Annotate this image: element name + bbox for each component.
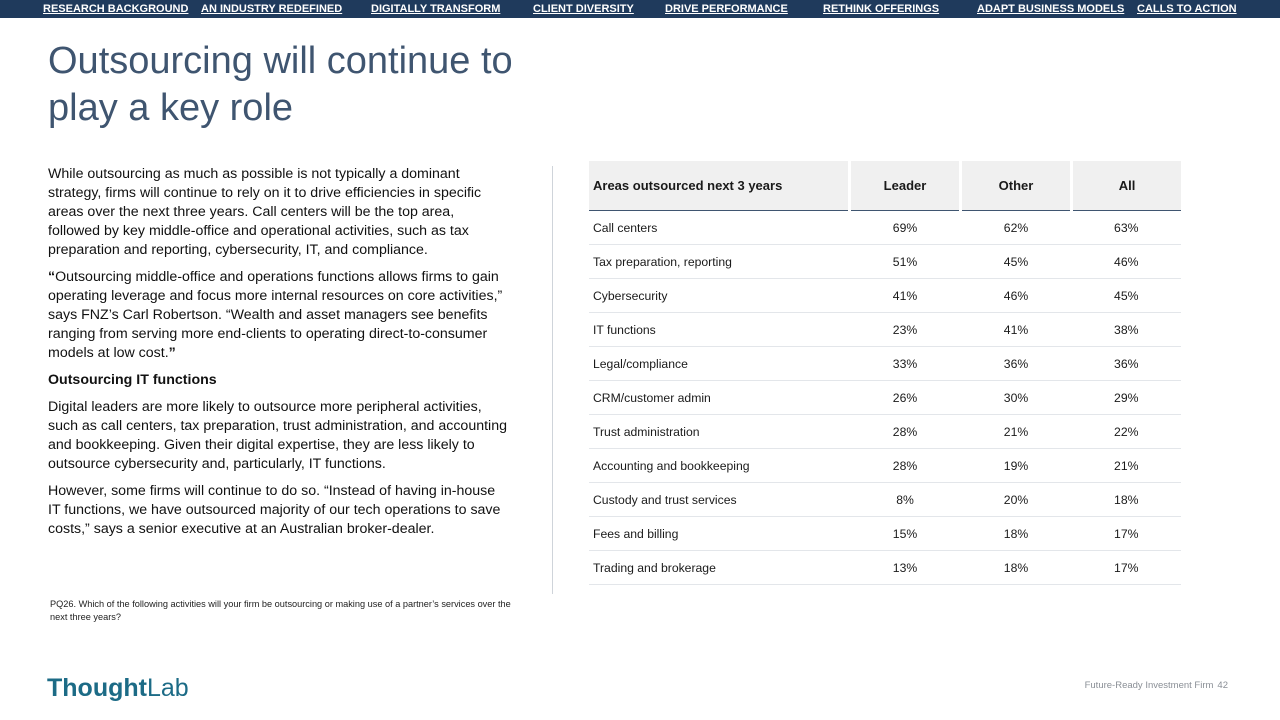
row-label: Custody and trust services <box>589 483 850 517</box>
nav-link-research-background[interactable]: RESEARCH BACKGROUND <box>43 3 189 15</box>
leader-value: 69% <box>850 211 961 245</box>
footer-document-title: Future-Ready Investment Firm <box>1084 680 1214 691</box>
all-value: 17% <box>1072 517 1182 551</box>
column-divider <box>552 166 553 594</box>
nav-link-rethink-offerings[interactable]: RETHINK OFFERINGS <box>823 3 940 15</box>
table-row <box>589 517 1181 551</box>
quote-open-mark: “ <box>48 269 56 285</box>
table-row <box>589 415 1181 449</box>
header-other: Other <box>961 161 1072 211</box>
header-areas: Areas outsourced next 3 years <box>589 161 850 211</box>
nav-link-drive-performance[interactable]: DRIVE PERFORMANCE <box>665 3 788 15</box>
all-value: 45% <box>1072 279 1182 313</box>
body-paragraph-4: However, some firms will continue to do so. “Instead of having in-house IT functions, we have outsourced majority of our tech operations to save costs,” says a senior executive at an Australian broker-dealer. <box>48 483 501 537</box>
row-label: Call centers <box>589 211 850 245</box>
body-paragraph-1: While outsourcing as much as possible is not typically a dominant strategy, firms will continue to rely on it to drive efficiencies in specific areas over the next three years. Call centers will be the top area, followed by key middle-office and operational activities, such as tax preparation and reporting, cybersecurity, IT, and compliance. <box>48 166 482 258</box>
leader-value: 26% <box>850 381 961 415</box>
table-row <box>589 245 1181 279</box>
top-navigation-bar <box>0 0 1280 18</box>
leader-value: 41% <box>850 279 961 313</box>
table-row <box>589 483 1181 517</box>
table-row <box>589 381 1181 415</box>
leader-value: 8% <box>850 483 961 517</box>
header-leader: Leader <box>850 161 961 211</box>
nav-link-calls-to-action[interactable]: CALLS TO ACTION <box>1137 3 1237 15</box>
other-value: 41% <box>961 313 1072 347</box>
leader-value: 15% <box>850 517 961 551</box>
table-row <box>589 347 1181 381</box>
leader-value: 51% <box>850 245 961 279</box>
row-label: Trading and brokerage <box>589 551 850 585</box>
other-value: 30% <box>961 381 1072 415</box>
other-value: 36% <box>961 347 1072 381</box>
other-value: 19% <box>961 449 1072 483</box>
row-label: Accounting and bookkeeping <box>589 449 850 483</box>
all-value: 36% <box>1072 347 1182 381</box>
footer-document-info <box>1085 680 1228 691</box>
page-title-line-1: Outsourcing will continue to <box>48 40 513 82</box>
quote-text: Outsourcing middle-office and operations functions allows firms to gain operating leverage and focus more internal resources on core activities,” says FNZ’s Carl Robertson. “Wealth and asset managers see benefits ranging from serving more end-clients to operating direct-to-consumer models at low cost. <box>48 269 503 361</box>
page-title <box>48 38 608 132</box>
row-label: Cybersecurity <box>589 279 850 313</box>
table-row <box>589 551 1181 585</box>
row-label: Legal/compliance <box>589 347 850 381</box>
other-value: 62% <box>961 211 1072 245</box>
all-value: 22% <box>1072 415 1182 449</box>
page-title-line-2: play a key role <box>48 87 294 129</box>
row-label: Trust administration <box>589 415 850 449</box>
page-number: 42 <box>1217 680 1228 691</box>
table-row <box>589 211 1181 245</box>
all-value: 63% <box>1072 211 1182 245</box>
thoughtlab-logo <box>47 672 189 704</box>
nav-link-digitally-transform[interactable]: DIGITALLY TRANSFORM <box>371 3 501 15</box>
leader-value: 28% <box>850 449 961 483</box>
other-value: 46% <box>961 279 1072 313</box>
table-row <box>589 313 1181 347</box>
table-header-row <box>589 161 1181 211</box>
row-label: Tax preparation, reporting <box>589 245 850 279</box>
table-row <box>589 449 1181 483</box>
other-value: 18% <box>961 551 1072 585</box>
all-value: 18% <box>1072 483 1182 517</box>
all-value: 21% <box>1072 449 1182 483</box>
logo-text-lab: Lab <box>146 674 189 702</box>
leader-value: 23% <box>850 313 961 347</box>
body-paragraph-3: Digital leaders are more likely to outsource more peripheral activities, such as call centers, tax preparation, trust administration, and accounting and bookkeeping. Given their digital expertise, they are less likely to outsource cybersecurity and, particularly, IT functions. <box>48 399 507 472</box>
header-all: All <box>1072 161 1182 211</box>
all-value: 46% <box>1072 245 1182 279</box>
survey-footnote: PQ26. Which of the following activities will your firm be outsourcing or making use of a partner’s services over the next three years? <box>50 599 511 622</box>
leader-value: 28% <box>850 415 961 449</box>
outsourcing-table <box>589 161 1181 585</box>
other-value: 45% <box>961 245 1072 279</box>
other-value: 20% <box>961 483 1072 517</box>
nav-link-adapt-business-models[interactable]: ADAPT BUSINESS MODELS <box>977 3 1125 15</box>
nav-link-an-industry-redefined[interactable]: AN INDUSTRY REDEFINED <box>201 3 343 15</box>
row-label: IT functions <box>589 313 850 347</box>
leader-value: 33% <box>850 347 961 381</box>
body-paragraph-2-quote <box>48 268 510 363</box>
section-subheading: Outsourcing IT functions <box>48 372 217 388</box>
quote-close-mark: ” <box>168 345 176 361</box>
all-value: 38% <box>1072 313 1182 347</box>
leader-value: 13% <box>850 551 961 585</box>
row-label: Fees and billing <box>589 517 850 551</box>
logo-text-thought: Thought <box>47 674 147 702</box>
table-row <box>589 279 1181 313</box>
other-value: 21% <box>961 415 1072 449</box>
row-label: CRM/customer admin <box>589 381 850 415</box>
other-value: 18% <box>961 517 1072 551</box>
all-value: 17% <box>1072 551 1182 585</box>
all-value: 29% <box>1072 381 1182 415</box>
body-text-column <box>48 165 510 547</box>
nav-link-client-diversity[interactable]: CLIENT DIVERSITY <box>533 3 634 15</box>
